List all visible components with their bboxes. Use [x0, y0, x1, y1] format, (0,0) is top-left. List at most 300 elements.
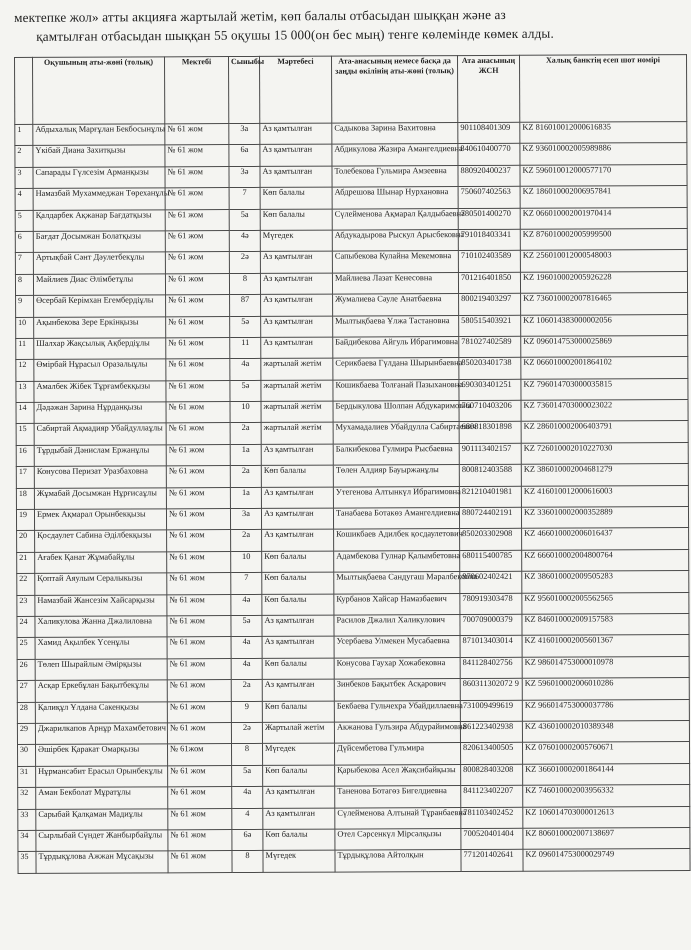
table-header-row — [15, 55, 687, 125]
table-row — [18, 849, 690, 873]
student-name-cell: Ақынбекова Зере Еркінқызы — [34, 316, 166, 338]
grade-cell: 5ә — [231, 615, 262, 637]
row-number-cell: 18 — [16, 488, 34, 509]
grade-cell: 10 — [230, 402, 261, 424]
parent-name-cell: Абдукадырова Рыскул Арысбековна — [332, 230, 458, 252]
bank-account-cell: KZ 106014383000002056 — [521, 314, 688, 336]
school-cell: № 61 жом — [165, 188, 229, 210]
table-row — [15, 143, 687, 167]
table-row — [18, 827, 690, 851]
status-cell: Көп балалы — [261, 465, 333, 487]
parent-name-cell: Мылтықбаева Ұлжа Тастановна — [333, 315, 459, 337]
row-number-cell: 31 — [18, 766, 36, 787]
school-cell: № 61 жом — [168, 765, 232, 787]
parent-iin-cell: 861223402938 — [460, 721, 522, 743]
bank-account-cell: KZ 386010002009505283 — [522, 571, 689, 593]
bank-account-cell: KZ 796014703000035815 — [521, 378, 688, 400]
row-number-cell: 10 — [16, 317, 34, 338]
student-name-cell: Бағдат Досымжан Болатқызы — [33, 231, 165, 253]
status-cell: жартылай жетім — [261, 380, 333, 402]
student-aid-table — [14, 54, 691, 874]
student-name-cell: Майлиев Диас Әлімбетұлы — [33, 274, 165, 296]
parent-name-cell: Курбанов Хайсар Намазбаевич — [334, 593, 460, 615]
status-cell: Көп балалы — [263, 765, 335, 787]
school-cell: № 61 жом — [166, 466, 230, 488]
parent-name-cell: Майлиева Лазат Кенесовна — [332, 272, 458, 294]
school-cell: № 61 жом — [166, 295, 230, 317]
status-cell: Аз қамтылған — [263, 808, 335, 830]
parent-name-cell: Дүйсембетова Гулъмира — [334, 743, 460, 765]
row-number-cell: 20 — [17, 531, 35, 552]
grade-cell: 5а — [232, 765, 263, 787]
student-name-cell: Конусова Перизат Уразбаховна — [34, 466, 166, 488]
table-row — [16, 335, 688, 359]
school-cell: № 61жом — [167, 744, 231, 766]
student-name-cell: Қосдаулет Сабина Әділбекқызы — [35, 530, 167, 552]
school-cell: № 61 жом — [167, 701, 231, 723]
parent-iin-cell: 701216401850 — [458, 272, 520, 294]
status-cell: жартылай жетім — [261, 358, 333, 380]
parent-name-cell: Конусова Гаухар Хожабековна — [334, 657, 460, 679]
table-row — [18, 806, 690, 830]
student-name-cell: Хамид Ақылбек Үсенұлы — [35, 637, 167, 659]
grade-cell: 4ә — [229, 230, 260, 252]
bank-account-cell: KZ 066010002001970414 — [520, 207, 687, 229]
table-row — [15, 229, 687, 253]
grade-cell: 3а — [230, 508, 261, 530]
parent-iin-cell: 841123402207 — [461, 785, 523, 807]
parent-iin-cell: 800828403208 — [461, 764, 523, 786]
school-cell: № 61 жом — [165, 166, 229, 188]
table-row — [17, 720, 689, 744]
grade-cell: 10 — [231, 551, 262, 573]
parent-name-cell: Садыкова Зарина Вахитовна — [332, 123, 458, 145]
grade-cell: 4а — [231, 637, 262, 659]
table-row — [15, 122, 687, 146]
bank-account-cell: KZ 416010012000616003 — [521, 485, 688, 507]
grade-cell: 4а — [232, 787, 263, 809]
grade-cell: 7 — [229, 188, 260, 210]
status-cell: Аз қамтылған — [260, 166, 332, 188]
student-name-cell: Абдыхалық Марғұлан Бекбосынұлы — [33, 124, 165, 146]
table-row — [18, 742, 690, 766]
bank-account-cell: KZ 736010002007816465 — [521, 293, 688, 315]
bank-account-cell: KZ 736014703000023022 — [521, 400, 688, 422]
parent-name-cell: Байдибекова Айгуль Ибрагимовна — [333, 336, 459, 358]
student-name-cell: Амалбек Жібек Тұрғамбекқызы — [34, 381, 166, 403]
school-cell: № 61 жом — [167, 530, 231, 552]
school-cell: № 61 жом — [166, 402, 230, 424]
table-row — [16, 485, 688, 509]
bank-account-cell: KZ 186010002006957841 — [520, 186, 687, 208]
grade-cell: 2а — [230, 466, 261, 488]
table-row — [17, 592, 689, 616]
school-cell: № 61 жом — [167, 637, 231, 659]
student-name-cell: Төлеп Шырайлым Әмірқызы — [35, 659, 167, 681]
student-name-cell: Асқар Еркебұлан Бақытбекұлы — [35, 680, 167, 702]
student-name-cell: Қалдарбек Ақжанар Бағдатқызы — [33, 209, 165, 231]
row-number-cell: 13 — [16, 381, 34, 402]
table-row — [16, 293, 688, 317]
table-row — [16, 421, 688, 445]
status-cell: Көп балалы — [263, 829, 335, 851]
parent-iin-cell: 840610400770 — [458, 144, 520, 166]
col-header-parent-iin: Ата анасының ЖСН — [457, 55, 519, 122]
row-number-cell: 5 — [15, 210, 33, 231]
row-number-cell: 7 — [15, 253, 33, 274]
status-cell: Аз қамтылған — [261, 508, 333, 530]
parent-name-cell: Кошикбаев Адилбек қосдаулетович — [334, 529, 460, 551]
status-cell: Аз қамтылған — [262, 530, 334, 552]
school-cell: № 61 жом — [167, 594, 231, 616]
table-row — [17, 549, 689, 573]
table-row — [16, 314, 688, 338]
row-number-cell: 9 — [16, 296, 34, 317]
school-cell: № 61 жом — [168, 851, 232, 873]
student-name-cell: Аман Бекболат Мұратұлы — [36, 787, 168, 809]
grade-cell: 11 — [230, 337, 261, 359]
row-number-cell: 26 — [17, 659, 35, 680]
parent-iin-cell: 680115400785 — [460, 550, 522, 572]
status-cell: Аз қамтылған — [262, 679, 334, 701]
table-row — [16, 357, 688, 381]
student-name-cell: Шалхар Жақсылық Ақбердіұлы — [34, 338, 166, 360]
parent-name-cell: Адамбекова Гулнар Қалымбетовна — [334, 550, 460, 572]
row-number-cell: 2 — [15, 146, 33, 167]
school-cell: № 61 жом — [167, 616, 231, 638]
bank-account-cell: KZ 936010002005989886 — [520, 143, 687, 165]
parent-iin-cell: 880724402191 — [459, 507, 521, 529]
student-name-cell: Қоптай Аяулым Сералыкызы — [35, 573, 167, 595]
table-row — [18, 785, 690, 809]
col-header-status: Мәртебесі — [259, 56, 331, 123]
grade-cell: 5ә — [230, 380, 261, 402]
bank-account-cell: KZ 336010002000352889 — [521, 507, 688, 529]
grade-cell: 7 — [231, 573, 262, 595]
heading-line-1: мектепке жол» атты акцияға жартылай жетім, көп балалы отбасыдан шыққан және аз — [14, 6, 506, 25]
parent-iin-cell: 880920400237 — [458, 165, 520, 187]
status-cell: Көп балалы — [262, 594, 334, 616]
school-cell: № 61 жом — [165, 145, 229, 167]
status-cell: Аз қамтылған — [263, 786, 335, 808]
parent-name-cell: Акжанова Гулъзира Абдурайимовна — [334, 721, 460, 743]
student-name-cell: Ағабек Қанат Жұмабайұлы — [35, 552, 167, 574]
parent-name-cell: Усербаева Улмекен Мусабаевна — [334, 636, 460, 658]
parent-name-cell: Бекбаева Гульчехра Убайдиллаевна — [334, 700, 460, 722]
parent-iin-cell: 771201402641 — [461, 850, 523, 872]
row-number-cell: 8 — [15, 274, 33, 295]
parent-iin-cell: 800812403588 — [459, 465, 521, 487]
school-cell: № 61 жом — [166, 359, 230, 381]
bank-account-cell: KZ 806010002007138697 — [523, 827, 690, 849]
status-cell: Көп балалы — [262, 572, 334, 594]
school-cell: № 61 жом — [166, 509, 230, 531]
table-row — [16, 507, 688, 531]
school-cell: № 61 жом — [166, 423, 230, 445]
bank-account-cell: KZ 726010002010227030 — [521, 442, 688, 464]
parent-iin-cell: 820613400505 — [460, 743, 522, 765]
status-cell: Аз қамтылған — [261, 316, 333, 338]
status-cell: жартылай жетім — [261, 401, 333, 423]
status-cell: Мүгедек — [260, 230, 332, 252]
table-row — [16, 442, 688, 466]
row-number-cell: 17 — [16, 467, 34, 488]
student-name-cell: Жұмабай Досымжан Нұрғисаұлы — [34, 487, 166, 509]
bank-account-cell: KZ 746010002003956332 — [523, 785, 690, 807]
parent-iin-cell: 781027402589 — [459, 336, 521, 358]
student-name-cell: Әшірбек Қаракат Омарқызы — [36, 744, 168, 766]
school-cell: № 61 жом — [168, 829, 232, 851]
grade-cell: 2ә — [229, 252, 260, 274]
parent-iin-cell: 871013403014 — [460, 636, 522, 658]
grade-cell: 2а — [230, 423, 261, 445]
grade-cell: 8 — [231, 744, 262, 766]
row-number-cell: 24 — [17, 616, 35, 637]
grade-cell: 4а — [231, 658, 262, 680]
parent-iin-cell: 841128402756 — [460, 657, 522, 679]
row-number-cell: 34 — [18, 830, 36, 851]
status-cell: Аз қамтылған — [260, 251, 332, 273]
col-header-parent-name: Ата-анасының немесе басқа да заңды өкілінің аты-жөні (толық) — [331, 56, 457, 124]
parent-name-cell: Қарыбекова Асел Жақсибайқызы — [335, 764, 461, 786]
bank-account-cell: KZ 096014753000025869 — [521, 335, 688, 357]
row-number-cell: 35 — [18, 852, 36, 873]
status-cell: Аз қамтылған — [261, 337, 333, 359]
bank-account-cell: KZ 846010002009157583 — [522, 614, 689, 636]
bank-account-cell: KZ 256010012000548003 — [520, 250, 687, 272]
grade-cell: 1а — [230, 487, 261, 509]
table-row — [18, 763, 690, 787]
status-cell: Аз қамтылған — [260, 145, 332, 167]
col-header-bank-account: Халық банктің есеп шот номірі — [519, 55, 686, 123]
bank-account-cell: KZ 956010002005562565 — [522, 592, 689, 614]
table-row — [16, 378, 688, 402]
bank-account-cell: KZ 076010002005760671 — [522, 742, 689, 764]
status-cell: Көп балалы — [262, 701, 334, 723]
table-row — [16, 464, 688, 488]
bank-account-cell: KZ 596010002006010286 — [522, 678, 689, 700]
parent-iin-cell: 800219403297 — [459, 293, 521, 315]
row-number-cell: 15 — [16, 424, 34, 445]
grade-cell: 6а — [229, 145, 260, 167]
student-name-cell: Сарыбай Қалқаман Мадиұлы — [36, 808, 168, 830]
parent-iin-cell: 780501400270 — [458, 208, 520, 230]
student-name-cell: Дәдәжан Зарина Нұрданқызы — [34, 402, 166, 424]
row-number-cell: 4 — [15, 189, 33, 210]
grade-cell: 4а — [230, 359, 261, 381]
col-header-grade: Сыныбы — [229, 56, 260, 123]
parent-name-cell: Серикбаева Гүлдана Шырынбаевна — [333, 358, 459, 380]
table-row — [17, 528, 689, 552]
table-row — [17, 571, 689, 595]
status-cell: Аз қамтылған — [261, 294, 333, 316]
parent-iin-cell: 760710403206 — [459, 400, 521, 422]
student-name-cell: Үкібай Диана Захитқызы — [33, 145, 165, 167]
row-number-cell: 19 — [16, 509, 34, 530]
grade-cell: 4ә — [231, 594, 262, 616]
school-cell: № 61 жом — [165, 231, 229, 253]
col-header-school: Мектебі — [165, 57, 229, 124]
parent-name-cell: Таненова Ботагөз Бигелдиевна — [335, 786, 461, 808]
parent-name-cell: Жумалиева Сауле Анатбаевна — [333, 294, 459, 316]
school-cell: № 61 жом — [166, 380, 230, 402]
student-name-cell: Сырлыбай Сүндет Жанбырбайұлы — [36, 830, 168, 852]
parent-name-cell: Отел Сәрсенкүл Мірсәлқызы — [335, 828, 461, 850]
parent-name-cell: Сапыбекова Кулайна Мекемовна — [332, 251, 458, 273]
school-cell: № 61 жом — [165, 209, 229, 231]
school-cell: № 61 жом — [165, 273, 229, 295]
school-cell: № 61 жом — [165, 124, 229, 146]
bank-account-cell: KZ 366010002001864144 — [523, 763, 690, 785]
bank-account-cell: KZ 196010002005926228 — [520, 271, 687, 293]
student-name-cell: Сапарады Гүлсезім Арманқызы — [33, 167, 165, 189]
school-cell: № 61 жом — [167, 573, 231, 595]
school-cell: № 61 жом — [166, 487, 230, 509]
grade-cell: 1а — [230, 444, 261, 466]
row-number-cell: 3 — [15, 167, 33, 188]
bank-account-cell: KZ 816010012000616835 — [520, 122, 687, 144]
parent-name-cell: Абдикулова Жазира Амангелдиевна — [332, 144, 458, 166]
bank-account-cell: KZ 416010002005601367 — [522, 635, 689, 657]
table-row — [17, 678, 689, 702]
grade-cell: 2ә — [231, 722, 262, 744]
parent-iin-cell: 750607402563 — [458, 186, 520, 208]
status-cell: Мүгедек — [262, 743, 334, 765]
row-number-cell: 33 — [18, 809, 36, 830]
row-number-cell: 1 — [15, 124, 33, 145]
parent-name-cell: Танабаева Ботакөз Амангелдиевна — [333, 508, 459, 530]
grade-cell: 3а — [229, 123, 260, 145]
parent-iin-cell: 700520401404 — [461, 828, 523, 850]
table-row — [17, 656, 689, 680]
bank-account-cell: KZ 286010002006403791 — [521, 421, 688, 443]
grade-cell: 4 — [232, 808, 263, 830]
row-number-cell: 11 — [16, 338, 34, 359]
parent-iin-cell: 901113402157 — [459, 443, 521, 465]
bank-account-cell: KZ 596010012000577170 — [520, 164, 687, 186]
row-number-cell: 32 — [18, 788, 36, 809]
status-cell: Аз қамтылған — [261, 444, 333, 466]
status-cell: Көп балалы — [262, 658, 334, 680]
parent-iin-cell: 791018403341 — [458, 229, 520, 251]
student-name-cell: Өмірбай Нұрасыл Оразалыұлы — [34, 359, 166, 381]
table-row — [16, 400, 688, 424]
bank-account-cell: KZ 876010002005999500 — [520, 229, 687, 251]
student-name-cell: Өсербай Керімхан Егембердіұлы — [34, 295, 166, 317]
student-name-cell: Намазбай Жансезім Хайсарқызы — [35, 594, 167, 616]
grade-cell: 5ә — [230, 316, 261, 338]
bank-account-cell: KZ 466010002006016437 — [522, 528, 689, 550]
grade-cell: 6ә — [232, 829, 263, 851]
row-number-cell: 21 — [17, 552, 35, 573]
parent-iin-cell: 870602402421 — [460, 571, 522, 593]
document-heading — [14, 4, 654, 46]
status-cell: Аз қамтылған — [261, 487, 333, 509]
status-cell: Көп балалы — [262, 551, 334, 573]
row-number-cell: 25 — [17, 638, 35, 659]
school-cell: № 61 жом — [167, 658, 231, 680]
parent-iin-cell: 580515403921 — [459, 315, 521, 337]
bank-account-cell: KZ 666010002004800764 — [522, 549, 689, 571]
status-cell: Аз қамтылған — [262, 615, 334, 637]
school-cell: № 61 жом — [167, 551, 231, 573]
grade-cell: 9 — [231, 701, 262, 723]
col-header-student-name: Оқушының аты-жөні (толық) — [33, 57, 165, 125]
table-row — [17, 635, 689, 659]
school-cell: № 61 жом — [167, 722, 231, 744]
row-number-cell: 23 — [17, 595, 35, 616]
student-name-cell: Джарилкапов Арнұр Махамбетович — [35, 723, 167, 745]
bank-account-cell: KZ 986014753000010978 — [522, 656, 689, 678]
status-cell: жартылай жетім — [261, 423, 333, 445]
student-name-cell: Қалиқұл Ұлдана Сакенқызы — [35, 701, 167, 723]
student-name-cell: Нұрмансәбит Ерасыл Орынбекұлы — [36, 766, 168, 788]
row-number-cell: 12 — [16, 360, 34, 381]
status-cell: Жартылай жетім — [262, 722, 334, 744]
table-row — [15, 207, 687, 231]
student-name-cell: Тұрдықұлова Ажжан Мұсақызы — [36, 851, 168, 873]
parent-iin-cell: 821210401981 — [459, 486, 521, 508]
school-cell: № 61 жом — [167, 680, 231, 702]
parent-name-cell: Зинбеков Бақытбек Асқарович — [334, 679, 460, 701]
status-cell: Мүгедек — [263, 850, 335, 872]
student-name-cell: Артықбай Сәнт Дәулетбекұлы — [33, 252, 165, 274]
parent-name-cell: Бердыкулова Шолпан Абдукаримовна — [333, 401, 459, 423]
parent-iin-cell: 690303401251 — [459, 379, 521, 401]
parent-name-cell: Тұрдықұлова Айтолқын — [335, 850, 461, 872]
status-cell: Аз қамтылған — [260, 123, 332, 145]
row-number-cell: 6 — [15, 231, 33, 252]
bank-account-cell: KZ 966014753000037786 — [522, 699, 689, 721]
parent-name-cell: Абдрешова Шынар Нурхановна — [332, 187, 458, 209]
parent-iin-cell: 781103402452 — [461, 807, 523, 829]
bank-account-cell: KZ 386010002004681279 — [521, 464, 688, 486]
grade-cell: 8 — [229, 273, 260, 295]
parent-iin-cell: 710102403589 — [458, 251, 520, 273]
student-name-cell: Тұрдыбай Дәнислам Ержанұлы — [34, 445, 166, 467]
parent-name-cell: Утегенова Алтынкүл Ибрагимовна — [333, 486, 459, 508]
parent-name-cell: Мылтықбаева Сандугаш Маралбековна — [334, 572, 460, 594]
parent-iin-cell: 901108401309 — [458, 122, 520, 144]
parent-name-cell: Расилов Джалил Халикулович — [334, 615, 460, 637]
parent-iin-cell: 680818301898 — [459, 422, 521, 444]
parent-iin-cell: 860311302072 9 — [460, 678, 522, 700]
school-cell: № 61 жом — [166, 316, 230, 338]
table-body — [15, 122, 690, 874]
bank-account-cell: KZ 066010002001864102 — [521, 357, 688, 379]
school-cell: № 61 жом — [166, 337, 230, 359]
status-cell: Көп балалы — [260, 209, 332, 231]
bank-account-cell: KZ 436010002010389348 — [522, 720, 689, 742]
student-name-cell: Намазбай Мухаммеджан Төреханұлы — [33, 188, 165, 210]
parent-name-cell: Төлен Алдияр Бауыржанұлы — [333, 465, 459, 487]
row-number-cell: 22 — [17, 574, 35, 595]
parent-iin-cell: 850203302908 — [460, 529, 522, 551]
status-cell: Аз қамтылған — [260, 273, 332, 295]
grade-cell: 87 — [230, 295, 261, 317]
parent-iin-cell: 700709000379 — [460, 614, 522, 636]
row-number-cell: 28 — [17, 702, 35, 723]
parent-iin-cell: 780919303478 — [460, 593, 522, 615]
student-name-cell: Ермек Ақмарал Орынбекқызы — [34, 509, 166, 531]
table-row — [15, 186, 687, 210]
heading-line-2: қамтылған отбасыдан шыққан 55 оқушы 15 000(он бес мың) тенге көлемінде көмек алды. — [36, 25, 554, 44]
school-cell: № 61 жом — [168, 808, 232, 830]
student-name-cell: Сабиртай Ақмадияр Убайдуллаұлы — [34, 423, 166, 445]
grade-cell: 2а — [231, 680, 262, 702]
parent-name-cell: Балкибекова Гулмира Рысбаевна — [333, 443, 459, 465]
grade-cell: 5а — [229, 209, 260, 231]
